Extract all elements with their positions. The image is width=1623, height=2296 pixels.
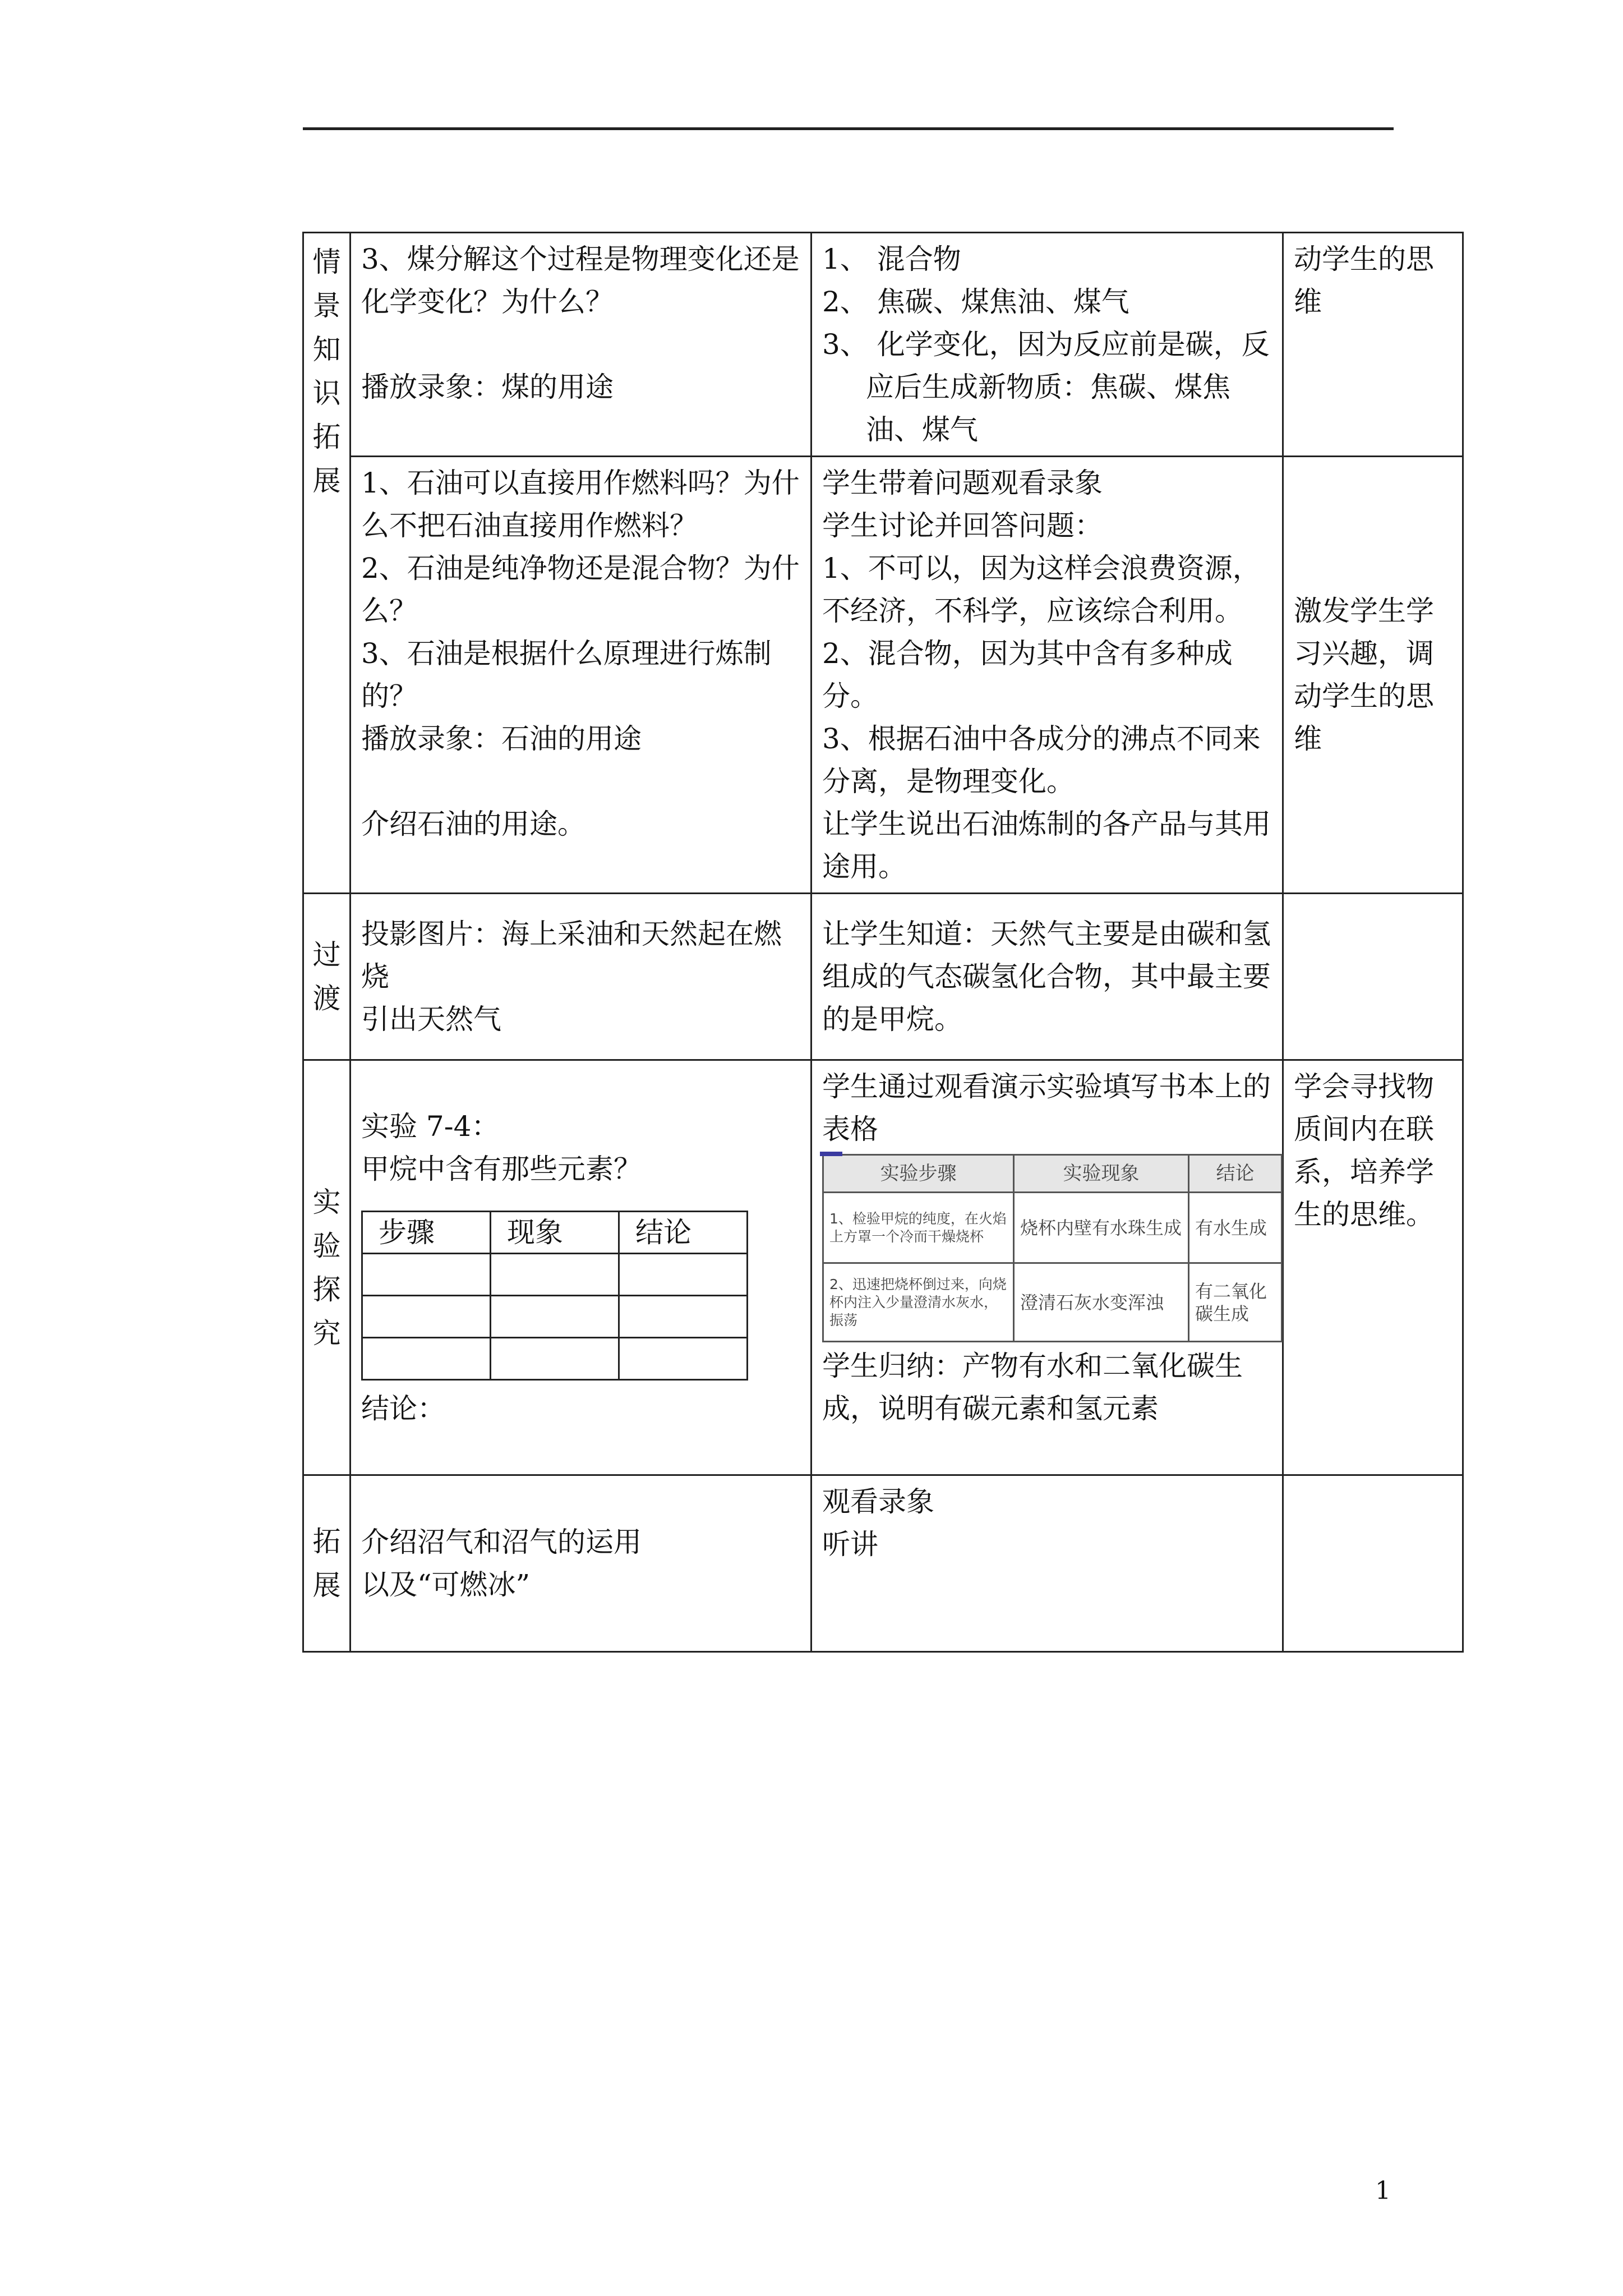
intent-cell bbox=[1283, 1475, 1463, 1652]
phase-label: 过渡 bbox=[312, 938, 341, 1015]
phase-label: 情景知识拓展 bbox=[312, 246, 341, 497]
experiment-record-table bbox=[361, 1211, 748, 1381]
column-header: 步骤 bbox=[362, 1212, 491, 1254]
text-line: 1、不可以，因为这样会浪费资源，不经济，不科学，应该综合利用。 bbox=[822, 552, 1261, 627]
table-row bbox=[362, 1212, 748, 1254]
student-activity-cell bbox=[811, 1060, 1283, 1475]
text-line: 播放录象：石油的用途 bbox=[361, 723, 642, 755]
empty-cell bbox=[619, 1338, 748, 1380]
text-line: 3、煤分解这个过程是物理变化还是化学变化？为什么？ bbox=[361, 243, 800, 318]
phase-cell bbox=[303, 894, 351, 1060]
table-row bbox=[303, 457, 1463, 894]
column-header: 现象 bbox=[491, 1212, 619, 1254]
text-line: 播放录象：煤的用途 bbox=[361, 371, 614, 403]
column-header: 实验步骤 bbox=[823, 1155, 1014, 1193]
text-line: 学生带着问题观看录象 bbox=[822, 467, 1103, 499]
table-row bbox=[303, 233, 1463, 457]
table-row bbox=[303, 894, 1463, 1060]
table-row bbox=[823, 1193, 1282, 1263]
lesson-table bbox=[302, 232, 1464, 1653]
text-line: 3、根据石油中各成分的沸点不同来分离，是物理变化。 bbox=[822, 723, 1261, 798]
table-row bbox=[823, 1263, 1282, 1342]
teacher-activity-cell bbox=[351, 1475, 811, 1652]
text-line: 介绍沼气和沼气的运用 bbox=[361, 1526, 642, 1558]
phase-cell bbox=[303, 1475, 351, 1652]
empty-cell bbox=[619, 1296, 748, 1338]
empty-cell bbox=[491, 1338, 619, 1380]
page-number: 1 bbox=[1375, 2177, 1391, 2205]
result-table bbox=[822, 1154, 1283, 1342]
table-row bbox=[362, 1254, 748, 1296]
text-line: 2、混合物，因为其中含有多种成分。 bbox=[822, 637, 1233, 712]
intent-cell bbox=[1283, 894, 1463, 1060]
text-line: 3、石油是根据什么原理进行炼制的？ bbox=[361, 637, 772, 712]
table-row bbox=[362, 1296, 748, 1338]
teacher-activity-cell bbox=[351, 894, 811, 1060]
spacer bbox=[361, 323, 800, 366]
teacher-activity-cell bbox=[351, 1060, 811, 1475]
table-row bbox=[303, 1060, 1463, 1475]
text-line: 听讲 bbox=[822, 1528, 878, 1561]
text-line: 让学生知道：天然气主要是由碳和氢组成的气态碳氢化合物，其中最主要的是甲烷。 bbox=[822, 918, 1271, 1036]
table-cell: 有水生成 bbox=[1189, 1193, 1282, 1263]
text-line: 激发学生学习兴趣，调动学生的思维 bbox=[1294, 595, 1434, 755]
text-line: 介绍石油的用途。 bbox=[361, 808, 585, 840]
phase-cell bbox=[303, 233, 351, 894]
table-row bbox=[823, 1155, 1282, 1193]
intent-cell bbox=[1283, 233, 1463, 457]
text-line: 学生讨论并回答问题： bbox=[822, 509, 1103, 542]
header-rule bbox=[303, 127, 1394, 130]
empty-cell bbox=[491, 1296, 619, 1338]
student-activity-cell bbox=[811, 233, 1283, 457]
text-line: 让学生说出石油炼制的各产品与其用途用。 bbox=[822, 808, 1271, 883]
result-table-image bbox=[822, 1154, 1281, 1342]
text-line: 2、 焦碳、煤焦油、煤气 bbox=[822, 286, 1129, 318]
empty-cell bbox=[619, 1254, 748, 1296]
intent-cell bbox=[1283, 457, 1463, 894]
phase-label: 实验探究 bbox=[312, 1185, 341, 1350]
text-line: 2、石油是纯净物还是混合物？为什么？ bbox=[361, 552, 800, 627]
empty-cell bbox=[362, 1338, 491, 1380]
table-row bbox=[362, 1338, 748, 1380]
student-activity-cell bbox=[811, 894, 1283, 1060]
teacher-activity-cell bbox=[351, 457, 811, 894]
student-activity-cell bbox=[811, 457, 1283, 894]
text-line: 观看录象 bbox=[822, 1485, 934, 1518]
spacer bbox=[361, 760, 800, 803]
text-line: 以及“可燃冰” bbox=[361, 1568, 531, 1601]
column-header: 结论 bbox=[1189, 1155, 1282, 1193]
phase-cell bbox=[303, 1060, 351, 1475]
experiment-conclusion: 结论： bbox=[361, 1392, 445, 1425]
empty-cell bbox=[362, 1296, 491, 1338]
phase-label: 拓展 bbox=[312, 1525, 341, 1602]
text-line: 1、石油可以直接用作燃料吗？为什么不把石油直接用作燃料？ bbox=[361, 467, 800, 542]
text-line: 学会寻找物质间内在联系，培养学生的思维。 bbox=[1294, 1070, 1434, 1231]
table-cell: 1、检验甲烷的纯度，在火焰上方罩一个冷而干燥烧杯 bbox=[823, 1193, 1014, 1263]
student-activity-cell bbox=[811, 1475, 1283, 1652]
experiment-title: 实验 7-4： bbox=[361, 1110, 500, 1143]
empty-cell bbox=[491, 1254, 619, 1296]
table-cell: 有二氧化碳生成 bbox=[1189, 1263, 1282, 1342]
image-corner-mark bbox=[820, 1152, 842, 1156]
table-cell: 烧杯内壁有水珠生成 bbox=[1014, 1193, 1189, 1263]
teacher-activity-cell bbox=[351, 233, 811, 457]
text-line: 引出天然气 bbox=[361, 1003, 501, 1036]
text-line: 学生通过观看演示实验填写书本上的表格 bbox=[822, 1070, 1271, 1145]
table-cell: 澄清石灰水变浑浊 bbox=[1014, 1263, 1189, 1342]
table-cell: 2、迅速把烧杯倒过来，向烧杯内注入少量澄清水灰水，振荡 bbox=[823, 1263, 1014, 1342]
text-line: 学生归纳：产物有水和二氧化碳生成，说明有碳元素和氢元素 bbox=[822, 1350, 1243, 1425]
text-line: 1、 混合物 bbox=[822, 243, 961, 275]
experiment-question: 甲烷中含有那些元素？ bbox=[361, 1153, 642, 1185]
text-line: 投影图片：海上采油和天然起在燃烧 bbox=[361, 918, 782, 993]
column-header: 结论 bbox=[619, 1212, 748, 1254]
text-line: 动学生的思维 bbox=[1294, 243, 1434, 318]
table-row bbox=[303, 1475, 1463, 1652]
column-header: 实验现象 bbox=[1014, 1155, 1189, 1193]
intent-cell bbox=[1283, 1060, 1463, 1475]
empty-cell bbox=[362, 1254, 491, 1296]
text-line: 3、 化学变化，因为反应前是碳，反应后生成新物质：焦碳、煤焦油、煤气 bbox=[822, 328, 1270, 446]
